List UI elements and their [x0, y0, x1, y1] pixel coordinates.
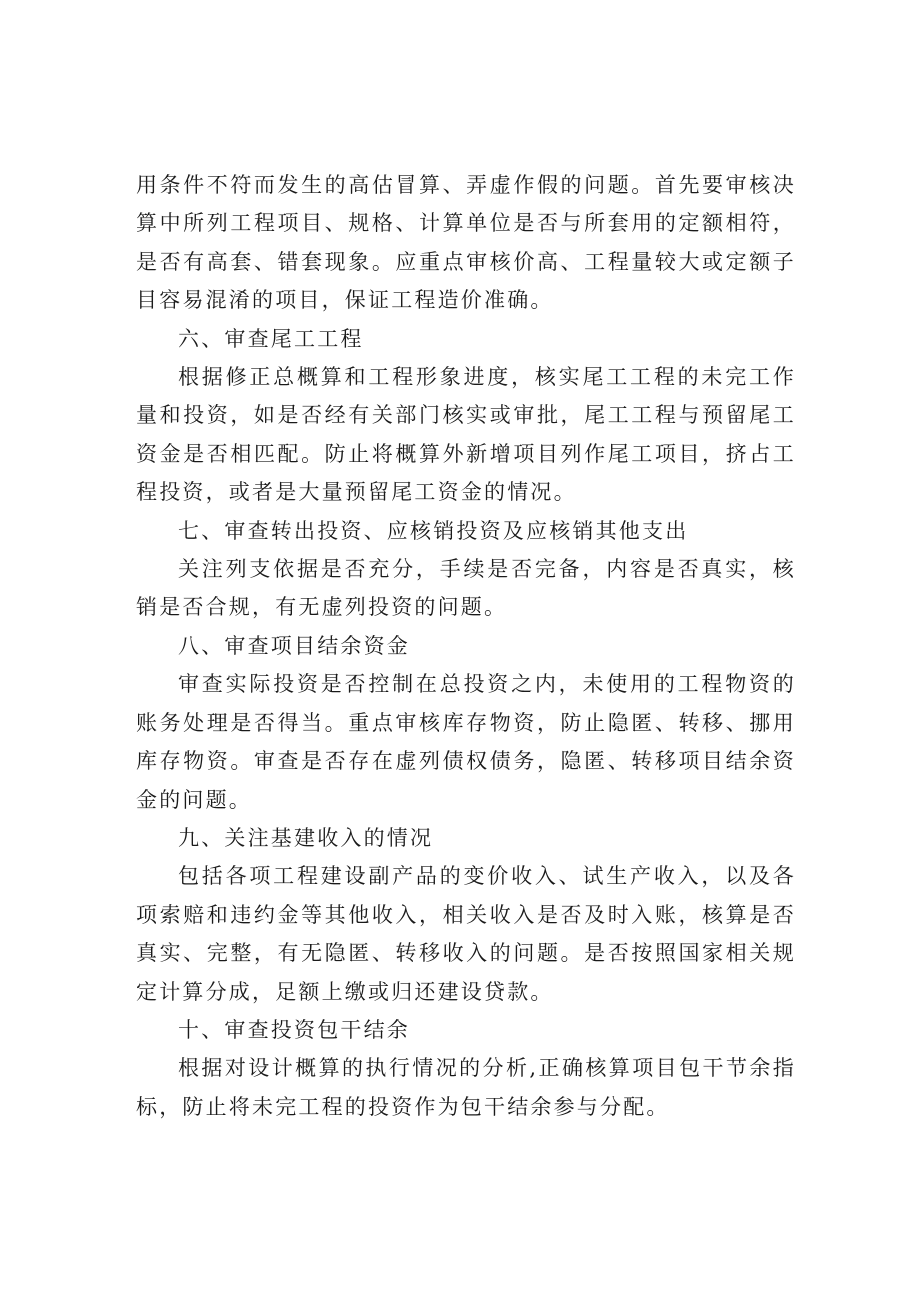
paragraph-7: 关注列支依据是否充分，手续是否完备，内容是否真实，核销是否合规，有无虚列投资的问题。	[136, 557, 796, 620]
heading-7: 七、审查转出投资、应核销投资及应核销其他支出	[178, 518, 689, 543]
heading-10: 十、审查投资包干结余	[178, 1017, 410, 1042]
heading-9: 九、关注基建收入的情况	[178, 825, 434, 850]
heading-6: 六、审查尾工工程	[178, 326, 364, 351]
document-body	[136, 166, 796, 1126]
paragraph-5-continued: 用条件不符而发生的高估冒算、弄虚作假的问题。首先要审核决算中所列工程项目、规格、计算单位是否与所套用的定额相符，是否有高套、错套现象。应重点审核价高、工程量较大或定额子目容易混淆的项目，保证工程造价准确。	[136, 173, 796, 313]
heading-8: 八、审查项目结余资金	[178, 633, 410, 658]
paragraph-8: 审查实际投资是否控制在总投资之内，未使用的工程物资的账务处理是否得当。重点审核库存物资，防止隐匿、转移、挪用库存物资。审查是否存在虚列债权债务，隐匿、转移项目结余资金的问题。	[136, 672, 796, 812]
paragraph-9: 包括各项工程建设副产品的变价收入、试生产收入，以及各项索赔和违约金等其他收入，相关收入是否及时入账，核算是否真实、完整，有无隐匿、转移收入的问题。是否按照国家相关规定计算分成，足额上缴或归还建设贷款。	[136, 864, 796, 1004]
paragraph-6: 根据修正总概算和工程形象进度，核实尾工工程的未完工作量和投资，如是否经有关部门核实或审批，尾工工程与预留尾工资金是否相匹配。防止将概算外新增项目列作尾工项目，挤占工程投资，或者是大量预留尾工资金的情况。	[136, 365, 796, 505]
paragraph-10: 根据对设计概算的执行情况的分析,正确核算项目包干节余指标，防止将未完工程的投资作为包干结余参与分配。	[136, 1056, 796, 1119]
